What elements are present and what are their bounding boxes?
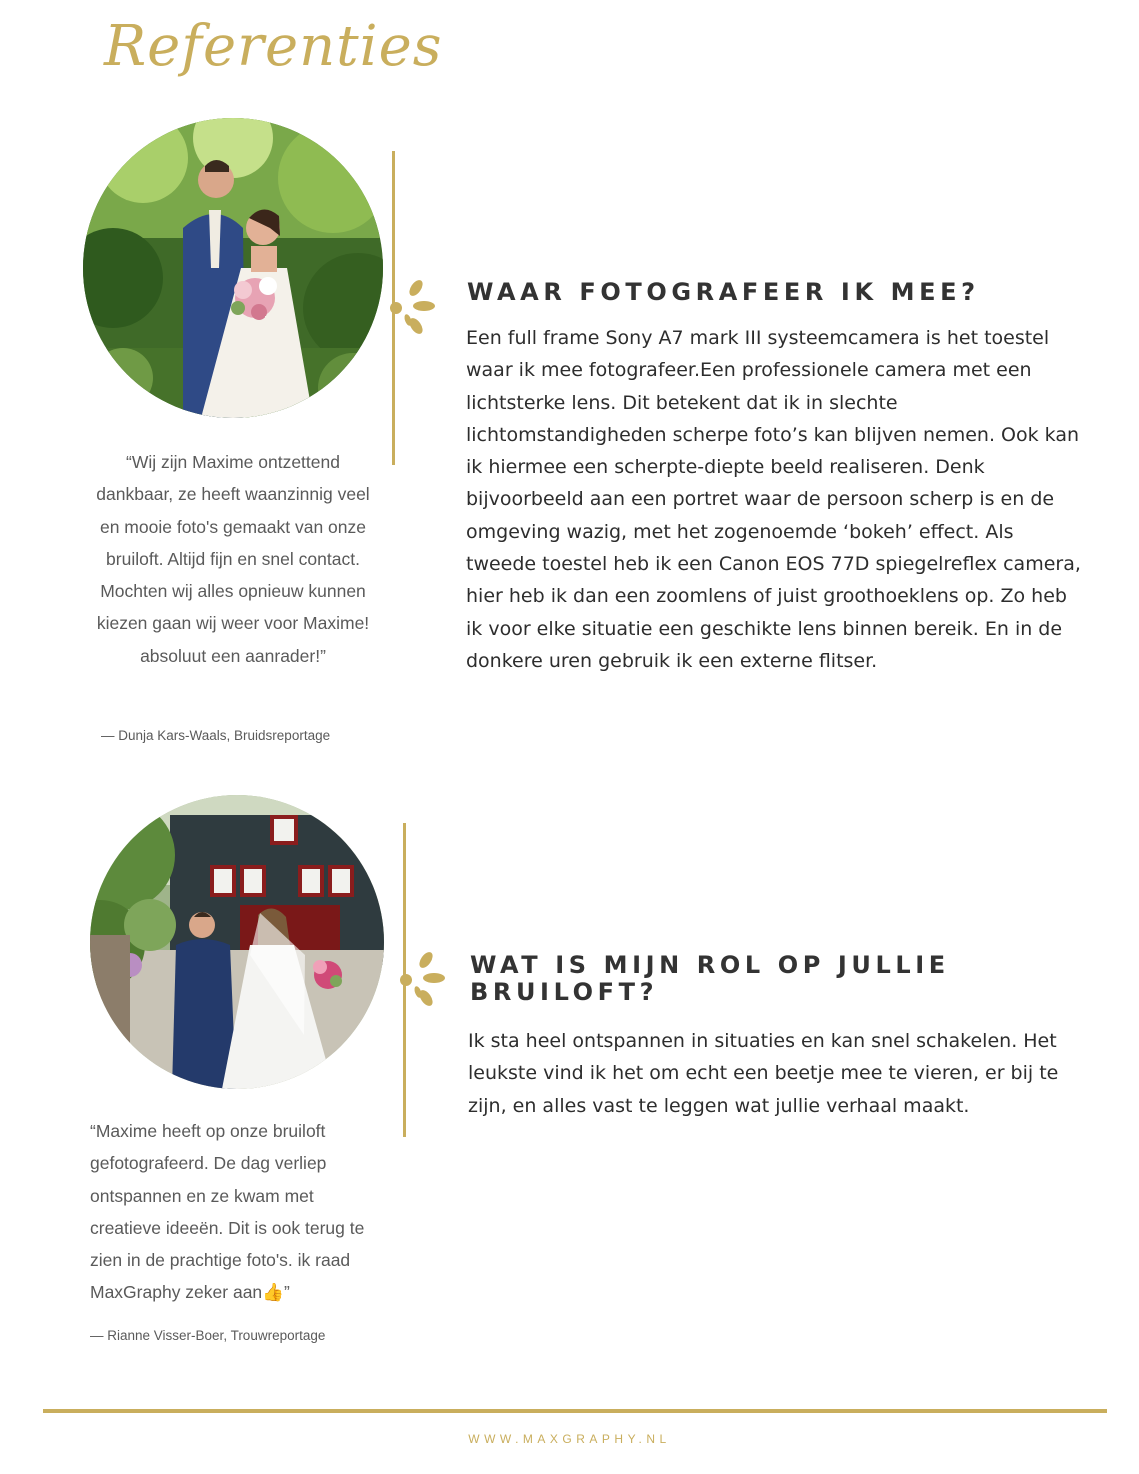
couple-photo-2 xyxy=(90,795,384,1089)
flower-burst-icon xyxy=(386,276,438,340)
testimonial-quote-1: “Wij zijn Maxime ontzettend dankbaar, ze heeft waanzinnig veel en mooie foto's gemaakt van onze bruiloft. Altijd fijn en snel contact. Mochten wij alles opnieuw kunnen kiezen gaan wij weer voor Maxime! absoluut een aanrader!” xyxy=(96,452,370,666)
couple-photo-1 xyxy=(83,118,383,418)
section-body-role: Ik sta heel ontspannen in situaties en kan snel schakelen. Het leukste vind ik het om echt een beetje mee te vieren, er bij te zijn, en alles vast te leggen wat jullie verhaal maakt. xyxy=(468,1030,1059,1117)
footer-divider xyxy=(43,1409,1107,1413)
flower-burst-icon xyxy=(396,948,448,1012)
testimonial-attribution-2: — Rianne Visser-Boer, Trouwreportage xyxy=(90,1328,326,1343)
testimonial-quote-2: “Maxime heeft op onze bruiloft gefotografeerd. De dag verliep ontspannen en ze kwam met creatieve ideeën. Dit is ook terug te zien in de prachtige foto's. ik raad MaxGraphy zeker aan👍” xyxy=(90,1121,365,1303)
section-heading-camera: WAAR FOTOGRAFEER IK MEE? xyxy=(467,278,980,306)
section-body-camera: Een full frame Sony A7 mark III systeemcamera is het toestel waar ik mee fotografeer.Een professionele camera met een lichtsterke lens. Dit betekent dat ik in slechte lichtomstandigheden scherpe foto’s kan blijven nemen. Ook kan ik hiermee een scherpte-diepte beeld realiseren. Denk bijvoorbeeld aan een portret waar de persoon scherp is en de omgeving wazig, met het zogenoemde ‘bokeh’ effect. Als tweede toestel heb ik een Canon EOS 77D spiegelreflex camera, hier heb ik dan een zoomlens of juist groothoeklens op. Zo heb ik voor elke situatie een geschikte lens binnen bereik. En in de donkere uren gebruik ik een externe flitser. xyxy=(466,327,1081,672)
wedding-couple-forest-photo xyxy=(83,118,383,418)
footer-website-link[interactable]: WWW.MAXGRAPHY.NL xyxy=(468,1432,671,1446)
page-title: Referenties xyxy=(104,14,443,79)
section-heading-role: WAT IS MIJN ROL OP JULLIE BRUILOFT? xyxy=(470,951,950,1006)
testimonial-attribution-1: — Dunja Kars-Waals, Bruidsreportage xyxy=(101,728,331,743)
wedding-couple-barn-photo xyxy=(90,795,384,1089)
